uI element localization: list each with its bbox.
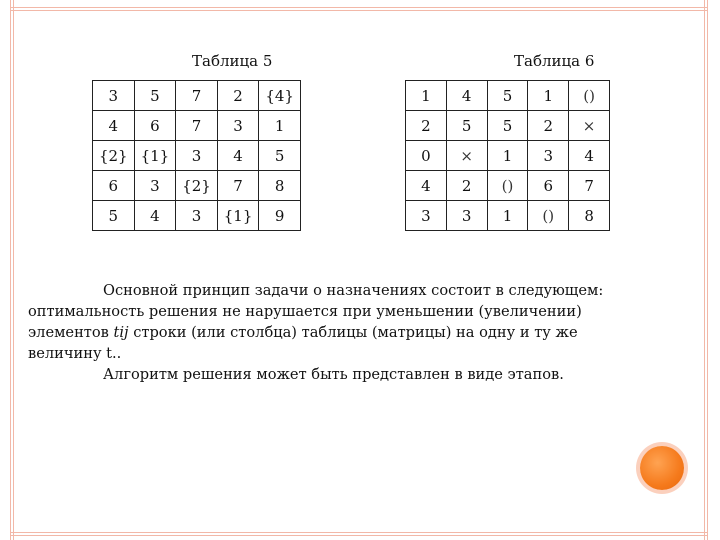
table-cell: 5: [134, 81, 176, 111]
table-row: [406, 81, 610, 111]
table-cell-crossed: ⨯: [446, 141, 487, 171]
frame-left-border: [10, 0, 14, 540]
table-cell: 6: [528, 171, 569, 201]
table-cell: 4: [93, 111, 135, 141]
body-paragraph: [28, 280, 668, 385]
paragraph-line: величину t..: [28, 345, 122, 362]
table-cell: 1: [487, 201, 528, 231]
table-row: [93, 81, 301, 111]
table-cell: {2}: [93, 141, 135, 171]
table-cell: 5: [487, 81, 528, 111]
table-cell: 5: [259, 141, 301, 171]
table-cell: 6: [134, 111, 176, 141]
table-row: [406, 201, 610, 231]
frame-top-border: [10, 7, 708, 11]
table-5: [92, 80, 301, 231]
table-cell: 1: [259, 111, 301, 141]
table-cell-marked: (): [528, 201, 569, 231]
table-cell: 1: [487, 141, 528, 171]
paragraph-text: элементов: [28, 324, 114, 341]
paragraph-line: оптимальность решения не нарушается при уменьшении (увеличении): [28, 303, 582, 320]
table-cell: 1: [406, 81, 447, 111]
table-cell: 2: [406, 111, 447, 141]
table-cell: {1}: [134, 141, 176, 171]
paragraph-line: Основной принцип задачи о назначениях состоит в следующем:: [103, 282, 604, 299]
orange-circle-decoration: [640, 446, 684, 490]
table-cell: 3: [176, 201, 218, 231]
table-cell: 3: [134, 171, 176, 201]
table-cell: 3: [528, 141, 569, 171]
table-cell: 3: [217, 111, 259, 141]
paragraph-line: Алгоритм решения может быть представлен в виде этапов.: [103, 366, 564, 383]
table-row: [406, 111, 610, 141]
variable-tij: tij: [113, 324, 129, 341]
table-cell: 1: [528, 81, 569, 111]
table-cell: 4: [217, 141, 259, 171]
table-row: [406, 171, 610, 201]
table-cell: 8: [569, 201, 610, 231]
table-cell: 4: [406, 171, 447, 201]
table-cell: 4: [446, 81, 487, 111]
table-cell: {4}: [259, 81, 301, 111]
paragraph-line: [28, 322, 668, 343]
table-cell: 5: [93, 201, 135, 231]
frame-bottom-border: [10, 532, 708, 536]
table-cell: 3: [406, 201, 447, 231]
table-row: [93, 171, 301, 201]
table-cell: 4: [134, 201, 176, 231]
table-cell: 6: [93, 171, 135, 201]
table-cell: 3: [93, 81, 135, 111]
frame-right-border: [704, 0, 708, 540]
table-cell: 3: [176, 141, 218, 171]
paragraph-text: строки (или столбца) таблицы (матрицы) на одну и ту же: [128, 324, 578, 341]
table-6: [405, 80, 610, 231]
table-6-caption: Таблица 6: [514, 52, 595, 70]
table-row: [93, 111, 301, 141]
table-cell: 7: [176, 111, 218, 141]
table-cell: 9: [259, 201, 301, 231]
table-cell: 8: [259, 171, 301, 201]
table-row: [93, 141, 301, 171]
table-cell-crossed: ⨯: [569, 111, 610, 141]
table-cell: 5: [446, 111, 487, 141]
table-cell: 2: [446, 171, 487, 201]
table-cell: 7: [176, 81, 218, 111]
table-cell: 0: [406, 141, 447, 171]
table-cell-marked: (): [487, 171, 528, 201]
table-cell-marked: (): [569, 81, 610, 111]
table-cell: {1}: [217, 201, 259, 231]
table-cell: 5: [487, 111, 528, 141]
table-cell: 2: [217, 81, 259, 111]
table-cell: 2: [528, 111, 569, 141]
table-5-caption: Таблица 5: [192, 52, 273, 70]
table-cell: 3: [446, 201, 487, 231]
table-row: [93, 201, 301, 231]
table-cell: 7: [217, 171, 259, 201]
table-cell: 4: [569, 141, 610, 171]
table-cell: {2}: [176, 171, 218, 201]
table-cell: 7: [569, 171, 610, 201]
table-row: [406, 141, 610, 171]
